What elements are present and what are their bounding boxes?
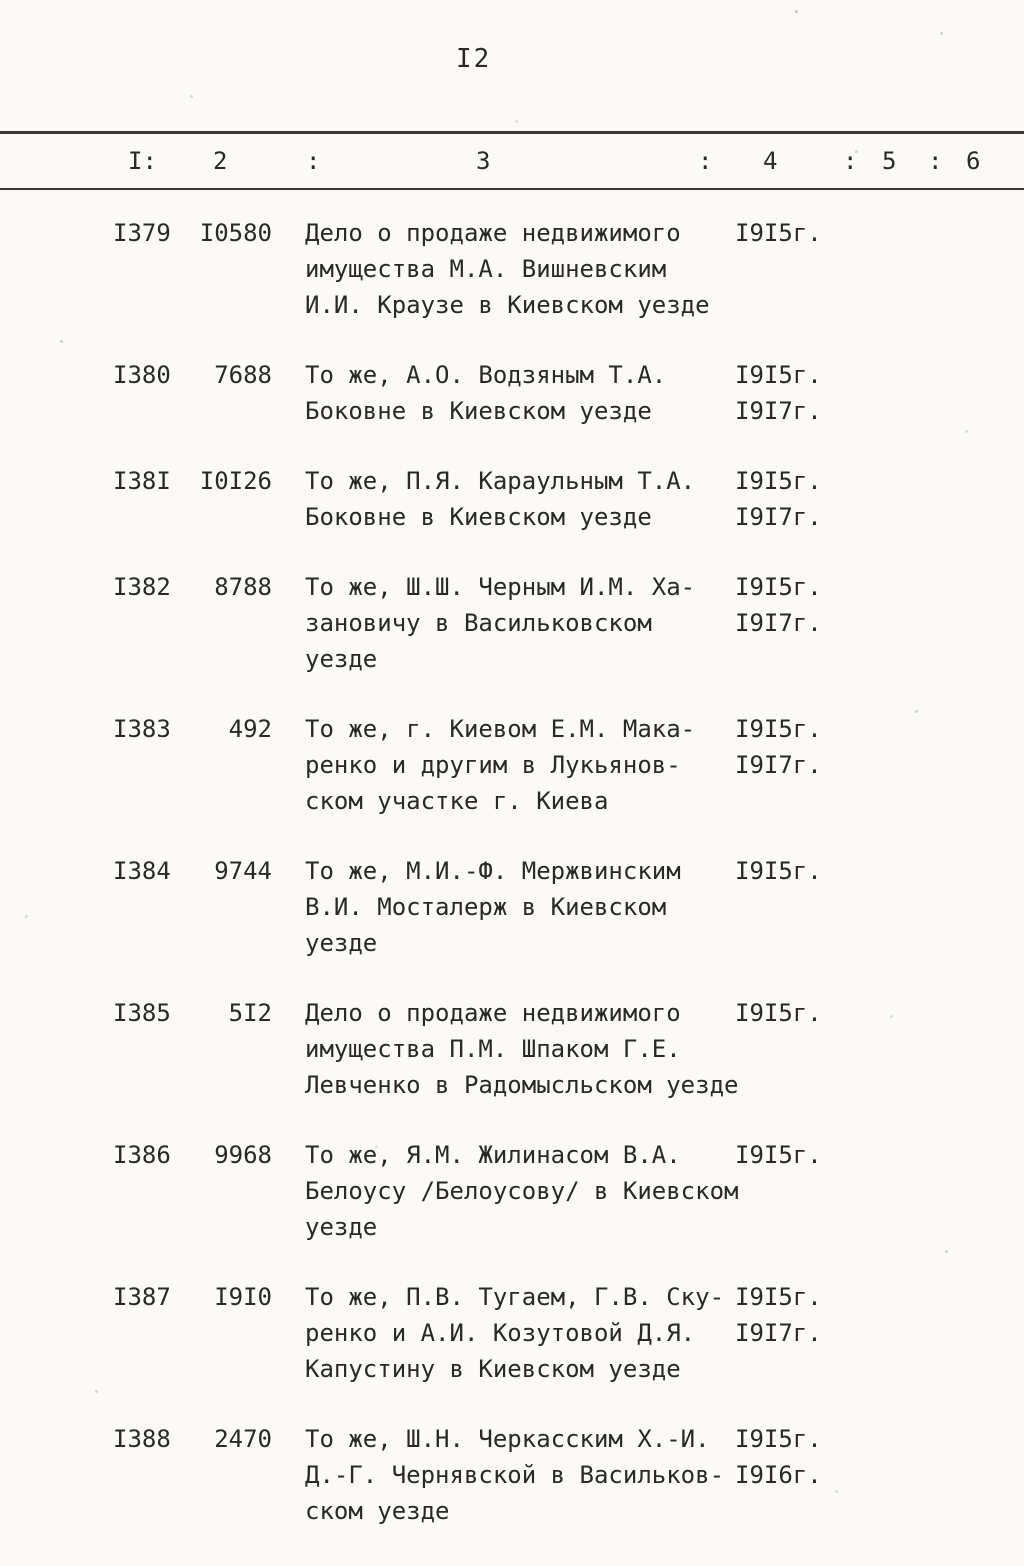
column-header: 3 [476,147,491,175]
date-line: I9I5г. [735,1283,822,1311]
entry-number: I383 [113,715,171,743]
entry-dates [735,215,1024,323]
date-line [735,641,1024,677]
description-line: уезде [305,1213,378,1241]
entry-file-number: 5I2 [228,999,272,1027]
date-line: I9I7г. [735,751,822,779]
column-header: 4 [763,147,778,175]
entry-number: I38I [113,467,171,495]
entry-number: I382 [113,573,171,601]
entry-file-number: I0580 [199,219,272,247]
date-line: I9I5г. [735,715,822,743]
entry-file-number: 8788 [214,573,272,601]
description-line: Капустину в Киевском уезде [305,1355,681,1383]
description-line: Боковне в Киевском уезде [305,397,652,425]
entry-number: I379 [113,219,171,247]
table-row [113,463,1024,535]
date-line: I9I5г. [735,999,822,1027]
entry-dates [735,1279,1024,1387]
entry-dates [735,995,1024,1103]
entry-dates [735,463,1024,535]
table-row [113,357,1024,429]
description-line: То же, П.Я. Караульным Т.А. [305,467,696,495]
description-line: То же, Ш.Ш. Черным И.М. Ха- [305,573,696,601]
description-line: И.И. Краузе в Киевском уезде [305,291,710,319]
column-header: : [698,147,713,175]
entry-number: I380 [113,361,171,389]
column-header: 2 [213,147,228,175]
table-row [113,995,1024,1103]
date-line: I9I5г. [735,361,822,389]
column-header: 6 [966,147,981,175]
entry-description [272,357,735,429]
entry-file-number: 2470 [214,1425,272,1453]
date-line [735,925,1024,961]
table-row [113,1137,1024,1245]
table-row [113,711,1024,819]
date-line: I9I5г. [735,857,822,885]
description-line: уезде [305,645,378,673]
description-line: Левченко в Радомысльском уезде [305,1071,739,1099]
column-header: I: [128,147,157,175]
description-line: То же, М.И.-Ф. Мержвинским [305,857,681,885]
entry-description [272,853,735,961]
entry-number: I385 [113,999,171,1027]
description-line: Дело о продаже недвижимого [305,999,681,1027]
description-line: Д.-Г. Чернявской в Васильков- [305,1461,725,1489]
entry-dates [735,853,1024,961]
date-line: I9I7г. [735,503,822,531]
description-line: ренко и другим в Лукьянов- [305,751,681,779]
entry-dates [735,357,1024,429]
entry-description [272,463,735,535]
description-line: Боковне в Киевском уезде [305,503,652,531]
table-header-rule [0,188,1024,190]
table-row [113,215,1024,323]
date-line [735,1031,1024,1067]
date-line [735,251,1024,287]
description-line: То же, А.О. Водзяным Т.А. [305,361,667,389]
description-line: имущества М.А. Вишневским [305,255,667,283]
entries-list [0,215,1024,1563]
entry-number: I384 [113,857,171,885]
description-line: То же, Ш.Н. Черкасским Х.-И. [305,1425,710,1453]
entry-dates [735,711,1024,819]
description-line: В.И. Мосталерж в Киевском [305,893,667,921]
entry-description [272,995,739,1103]
entry-description [272,215,735,323]
description-line: уезде [305,929,378,957]
description-line: То же, г. Киевом Е.М. Мака- [305,715,696,743]
table-header-row [0,146,1024,182]
description-line: ренко и А.И. Козутовой Д.Я. [305,1319,696,1347]
description-line: ском уезде [305,1497,450,1525]
entry-number: I388 [113,1425,171,1453]
entry-description [272,569,735,677]
table-row [113,853,1024,961]
entry-file-number: 7688 [214,361,272,389]
description-line: То же, П.В. Тугаем, Г.В. Ску- [305,1283,725,1311]
date-line: I9I5г. [735,573,822,601]
column-header: 5 [882,147,897,175]
date-line: I9I7г. [735,397,822,425]
table-row [113,1279,1024,1387]
entry-description [272,1279,735,1387]
entry-dates [735,569,1024,677]
entry-dates [735,1137,1024,1245]
page-number: I2 [456,44,492,74]
date-line: I9I5г. [735,1141,822,1169]
date-line: I9I6г. [735,1461,822,1489]
date-line: I9I5г. [735,467,822,495]
description-line: имущества П.М. Шпаком Г.Е. [305,1035,681,1063]
entry-file-number: I0I26 [199,467,272,495]
column-header: : [306,147,321,175]
date-line [735,783,1024,819]
entry-description [272,1421,735,1529]
date-line: I9I7г. [735,609,822,637]
description-line: зановичу в Васильковском [305,609,652,637]
date-line [735,1351,1024,1387]
column-header: : [928,147,943,175]
entry-file-number: 492 [228,715,272,743]
date-line: I9I5г. [735,1425,822,1453]
date-line [735,1173,1024,1209]
date-line [735,1209,1024,1245]
date-line: I9I5г. [735,219,822,247]
date-line [735,1493,1024,1529]
entry-dates [735,1421,1024,1529]
entry-description [272,1137,739,1245]
description-line: Дело о продаже недвижимого [305,219,681,247]
date-line: I9I7г. [735,1319,822,1347]
date-line [735,1067,1024,1103]
description-line: Белоусу /Белоусову/ в Киевском [305,1177,739,1205]
date-line [735,287,1024,323]
description-line: То же, Я.М. Жилинасом В.А. [305,1141,681,1169]
entry-file-number: 9744 [214,857,272,885]
entry-file-number: I9I0 [214,1283,272,1311]
entry-number: I387 [113,1283,171,1311]
scan-speckles [795,10,798,13]
description-line: ском участке г. Киева [305,787,609,815]
entry-file-number: 9968 [214,1141,272,1169]
table-row [113,569,1024,677]
table-row [113,1421,1024,1529]
table-top-rule [0,131,1024,134]
entry-number: I386 [113,1141,171,1169]
column-header: : [843,147,858,175]
date-line [735,889,1024,925]
entry-description [272,711,735,819]
